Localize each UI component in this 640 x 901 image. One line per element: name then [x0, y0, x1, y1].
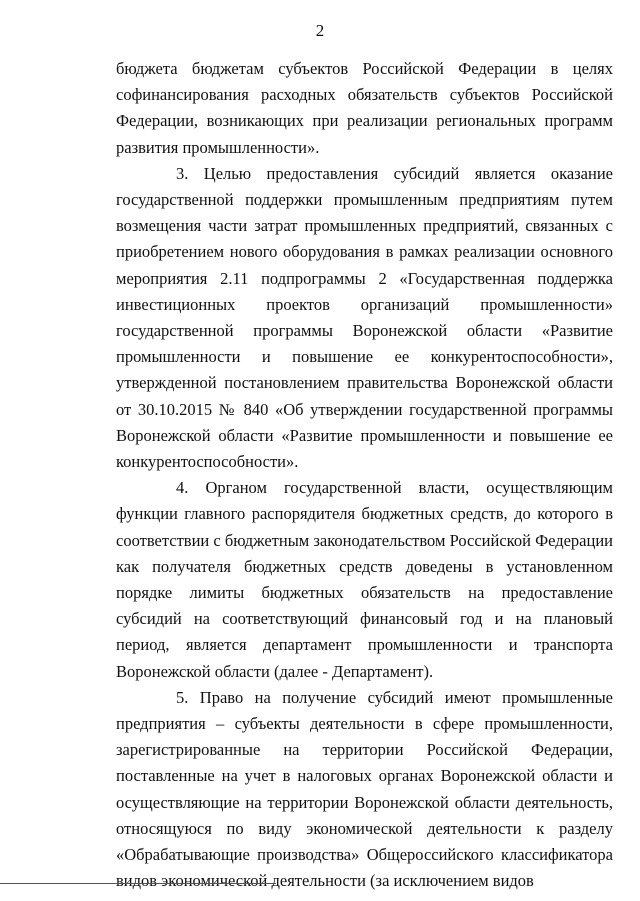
paragraph-3: 3. Целью предоставления субсидий является оказание государственной поддержки промышленным предприятиям путем возмещения части затрат промышленных предприятий, связанных с приобретением нового оборудования в рамках реализации основного мероприятия 2.11 подпрограммы 2 «Государственная поддержка инвестиционных проектов организаций промышленности» государственной программы Воронежской области «Развитие промышленности и повышение ее конкурентоспособности», утвержденной постановлением правительства Воронежской области от 30.10.2015 № 840 «Об утверждении государственной программы Воронежской области «Развитие промышленности и повышение ее конкурентоспособности».	[116, 163, 613, 472]
paragraph-4: 4. Органом государственной власти, осуществляющим функции главного распорядителя бюджетных средств, до которого в соответствии с бюджетным законодательством Российской Федерации как получателя бюджетных средств доведены в установленном порядке лимиты бюджетных обязательств на предоставление субсидий на соответствующий финансовый год и на плановый период, является департамент промышленности и транспорта Воронежской области (далее - Департамент).	[116, 478, 613, 681]
page-number: 2	[315, 21, 325, 40]
footer-divider	[0, 883, 276, 884]
document-body	[116, 56, 613, 895]
paragraph-continuation: бюджета бюджетам субъектов Российской Федерации в целях софинансирования расходных обязательств субъектов Российской Федерации, возникающих при реализации региональных программ развития промышленности».	[116, 59, 613, 157]
paragraph-5: 5. Право на получение субсидий имеют промышленные предприятия – субъекты деятельности в сфере промышленности, зарегистрированные на территории Российской Федерации, поставленные на учет в налоговых органах Воронежской области и осуществляющие на территории Воронежской области деятельность, относящуюся по виду экономической деятельности к разделу «Обрабатывающие производства» Общероссийского классификатора видов экономической деятельности (за исключением видов	[116, 687, 613, 891]
